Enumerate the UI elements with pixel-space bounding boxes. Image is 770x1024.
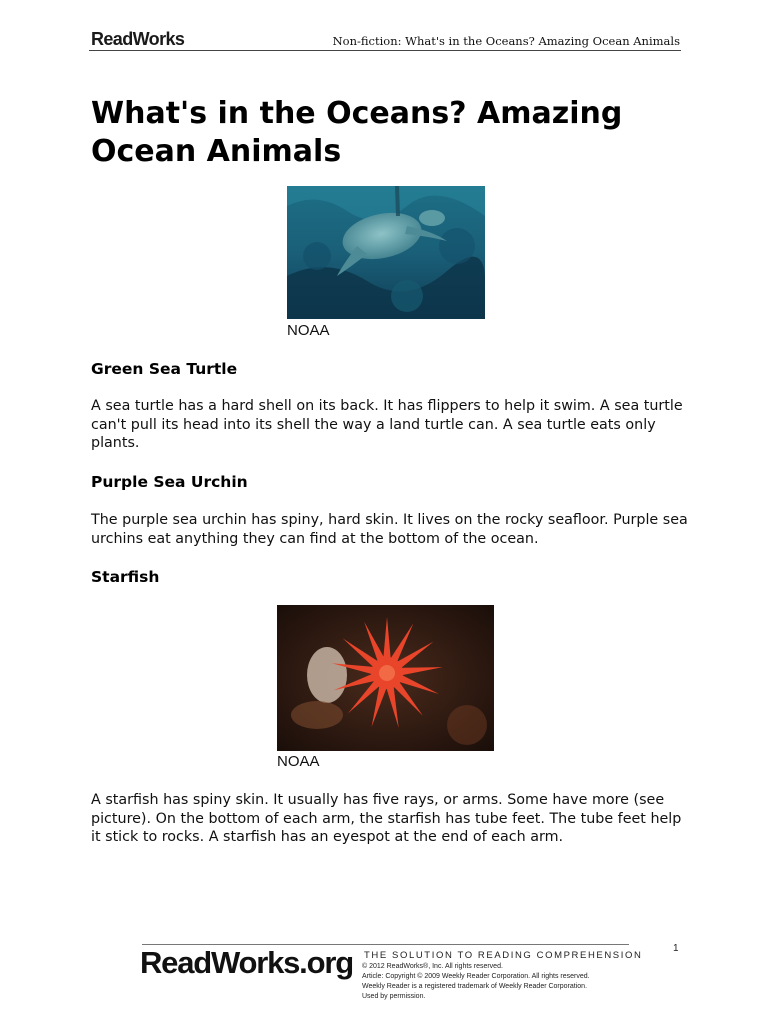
- footer-permission: Used by permission.: [362, 993, 426, 1000]
- starfish-image-credit: NOAA: [277, 753, 320, 770]
- paragraph-green-sea-turtle: A sea turtle has a hard shell on its back. It has flippers to help it swim. A sea turtle can't pull its head into its shell the way a land turtle can. A sea turtle eats only plants.: [91, 398, 683, 451]
- footer-tagline: THE SOLUTION TO READING COMPREHENSION: [364, 950, 643, 961]
- starfish-image: [277, 605, 494, 751]
- footer-copyright: © 2012 ReadWorks®, Inc. All rights reserved.: [362, 963, 503, 970]
- header-subtitle: Non-fiction: What's in the Oceans? Amazing Ocean Animals: [332, 34, 680, 48]
- paragraph-starfish: A starfish has spiny skin. It usually has five rays, or arms. Some have more (see picture). On the bottom of each arm, the starfish has tube feet. The tube feet help it stick to rocks. A starfish has an eyespot at the end of each arm.: [91, 792, 682, 845]
- header-divider: [89, 50, 681, 51]
- footer-article-copyright: Article: Copyright © 2009 Weekly Reader Corporation. All rights reserved.: [362, 973, 590, 980]
- readworks-logo: ReadWorks: [91, 29, 185, 49]
- readworks-org-logo: ReadWorks.org: [140, 945, 353, 980]
- footer-trademark: Weekly Reader is a registered trademark of Weekly Reader Corporation.: [362, 983, 588, 990]
- sea-turtle-image: [287, 186, 485, 319]
- turtle-image-credit: NOAA: [287, 322, 330, 339]
- page-number: 1: [673, 943, 679, 954]
- article-title: What's in the Oceans? Amazing Ocean Animals: [91, 96, 623, 169]
- paragraph-purple-sea-urchin: The purple sea urchin has spiny, hard skin. It lives on the rocky seafloor. Purple sea urchins eat anything they can find at the bottom of the ocean.: [91, 512, 688, 547]
- section-heading-green-sea-turtle: Green Sea Turtle: [91, 360, 238, 378]
- section-heading-purple-sea-urchin: Purple Sea Urchin: [91, 473, 248, 491]
- section-heading-starfish: Starfish: [91, 568, 160, 586]
